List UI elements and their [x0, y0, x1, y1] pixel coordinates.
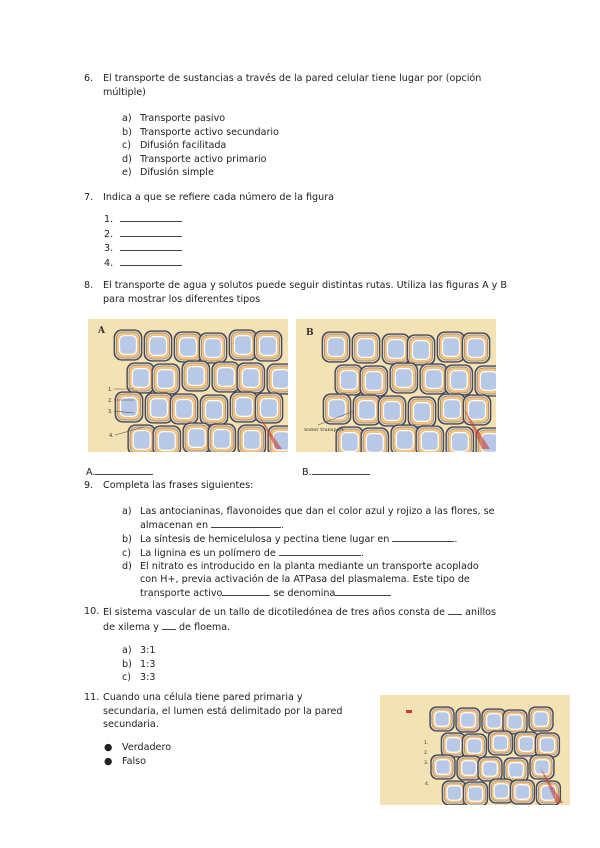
blank-d1[interactable]	[222, 586, 270, 596]
answer-b[interactable]: B.	[302, 465, 370, 479]
option-e[interactable]: e) Difusión simple	[122, 167, 214, 178]
water-transport-label: water transport	[304, 427, 344, 433]
q6-options	[122, 112, 279, 180]
figure-b-cell-diagram	[296, 319, 496, 452]
svg-text:4.: 4.	[425, 782, 430, 787]
question-text: Cuando una célula tiene pared primaria y secundaria, el lumen está delimitado por la pared secundaria.	[103, 692, 343, 730]
fill-item-a: a) Las antocianinas, flavonoides que dan el color azul y rojizo a las flores, se	[122, 506, 495, 517]
q10-options	[122, 644, 155, 685]
option-verdadero[interactable]: ● Verdadero	[104, 742, 172, 753]
question-11: 11. Cuando una célula tiene pared primaria y secundaria, el lumen está delimitado por la pared secundaria.	[84, 691, 374, 732]
option-c[interactable]: c) 3:3	[122, 672, 156, 683]
q7-answers	[104, 212, 182, 270]
question-6	[84, 72, 514, 99]
fill-item-c: c) La lignina es un polímero de .	[122, 548, 364, 559]
answer-line-3[interactable]: 3.	[104, 241, 182, 256]
figure-a-cell-diagram	[88, 319, 288, 452]
svg-text:4.: 4.	[109, 433, 114, 439]
blank-xylem-rings[interactable]	[448, 605, 462, 615]
blank-a[interactable]	[211, 518, 281, 528]
fill-item-b: b) La síntesis de hemicelulosa y pectina tiene lugar en .	[122, 534, 458, 545]
option-a[interactable]: a) 3:1	[122, 645, 156, 656]
answer-line-4[interactable]: 4.	[104, 256, 182, 271]
question-text: El transporte de agua y solutos puede seguir distintas rutas. Utiliza las figuras A y B para mostrar los diferentes tipos	[103, 280, 507, 305]
option-b[interactable]: b) 1:3	[122, 658, 156, 670]
blank-phloem-rings[interactable]	[162, 620, 176, 630]
question-number: 6.	[84, 73, 94, 84]
question-text: Indica a que se refiere cada número de la figura	[103, 192, 335, 203]
question-text: Completa las frases siguientes:	[103, 480, 254, 491]
svg-text:3.: 3.	[424, 761, 429, 766]
answer-a[interactable]: A.	[86, 465, 153, 479]
question-10: 10. El sistema vascular de un tallo de dicotiledónea de tres años consta de anillos de xilema y de floema.	[84, 605, 514, 634]
option-a[interactable]: a) Transporte pasivo	[122, 113, 226, 124]
option-falso[interactable]: ● Falso	[104, 755, 147, 767]
q11-options	[104, 741, 171, 768]
option-d[interactable]: d) Transporte activo primario	[122, 153, 267, 165]
svg-text:2.: 2.	[108, 398, 113, 404]
question-8: 8. El transporte de agua y solutos puede seguir distintas rutas. Utiliza las figuras A y B para mostrar los diferentes tipos	[84, 279, 514, 306]
figure-q11-cell-diagram	[380, 695, 570, 805]
answer-line-2[interactable]: 2.	[104, 227, 182, 242]
q9-items: a) Las antocianinas, flavonoides que dan el color azul y rojizo a las flores, se almacenan en . b) La síntesis de hemicelulosa y pectina tiene lugar en . c) La lignina es un polímero de . d) El nitrato es introducido en la planta mediante un transporte acoplado con H+, previa activación de la ATPasa del plasmalema. Este tipo de transporte activo se denomina	[122, 505, 512, 600]
figure-a-letter: A	[98, 326, 105, 336]
blank-d2[interactable]	[335, 586, 391, 596]
question-7: 7. Indica a que se refiere cada número de la figura	[84, 191, 514, 205]
blank-b[interactable]	[392, 532, 454, 542]
question-9: 9. Completa las frases siguientes:	[84, 479, 514, 493]
red-marker	[406, 710, 412, 713]
question-text: El sistema vascular de un tallo de dicotiledónea de tres años consta de anillos de xilema y de floema.	[103, 607, 496, 633]
answer-line-1[interactable]: 1.	[104, 212, 182, 227]
blank-c[interactable]	[279, 546, 361, 556]
figure-b-letter: B	[306, 328, 314, 338]
option-c[interactable]: c) Difusión facilitada	[122, 140, 227, 151]
question-text: El transporte de sustancias a través de la pared celular tiene lugar por (opción múltiple)	[103, 73, 482, 98]
fill-item-d: d) El nitrato es introducido en la planta mediante un transporte acoplado	[122, 561, 479, 572]
svg-text:2.: 2.	[424, 751, 429, 756]
svg-text:1.: 1.	[424, 741, 429, 746]
svg-text:1.: 1.	[108, 387, 113, 393]
option-b[interactable]: b) Transporte activo secundario	[122, 126, 279, 138]
svg-text:3.: 3.	[108, 409, 113, 415]
